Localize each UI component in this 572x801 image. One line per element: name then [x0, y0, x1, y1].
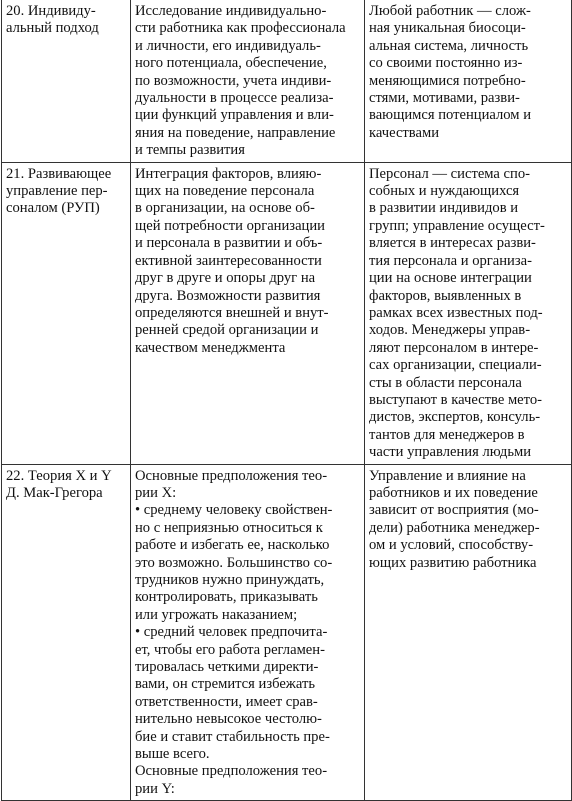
cell-line: и персонала в развитии и объ- — [135, 235, 323, 252]
cell-line: альный подход — [6, 20, 99, 37]
cell-line: ренней средой организации и — [135, 322, 319, 339]
cell-line: ющих развитию работника — [369, 554, 537, 571]
approach-description-cell — [131, 162, 365, 464]
cell-line: дуальности в процессе реализа- — [135, 90, 334, 107]
cell-line: Управление и влияние на — [369, 467, 526, 484]
cell-line: стями, мотивами, разви- — [369, 90, 520, 107]
cell-line: по возможности, учета индиви- — [135, 72, 332, 89]
cell-line: в организации, на основе об- — [135, 200, 315, 217]
cell-line: друг в друге и опоры друг на — [135, 270, 316, 287]
cell-line: ции функций управления и вли- — [135, 107, 334, 124]
cell-line: рамках всех известных под- — [369, 304, 543, 321]
cell-line: ного потенциала, обеспечение, — [135, 55, 327, 72]
cell-line: дистов, экспертов, консуль- — [369, 409, 541, 426]
cell-line: Интеграция факторов, влияю- — [135, 165, 322, 182]
cell-line: альная система, личность — [369, 37, 529, 54]
cell-line: и темпы развития — [135, 142, 245, 159]
cell-line: Основные предположения тео- — [135, 467, 328, 484]
cell-line: части управления людьми — [369, 444, 532, 461]
approach-name-cell — [2, 0, 131, 162]
cell-line: 22. Теория X и Y — [6, 467, 112, 484]
table-row — [2, 162, 572, 464]
cell-line: щей потребности организации — [135, 217, 325, 234]
cell-line: ом и условий, способству- — [369, 537, 534, 554]
cell-line: качествами — [369, 124, 440, 141]
cell-line: вами, он стремится избежать — [135, 676, 316, 693]
cell-line: ляют персоналом в интере- — [369, 339, 539, 356]
cell-line: друга. Возможности развития — [135, 287, 321, 304]
cell-line: работе и избегать ее, насколько — [135, 537, 330, 554]
cell-line: бие и ставит стабильность пре- — [135, 728, 330, 745]
cell-line: и личности, его индивидуаль- — [135, 37, 321, 54]
cell-line: ответственности, имеет срав- — [135, 693, 318, 710]
cell-line: меняющимися потребно- — [369, 72, 526, 89]
personnel-view-cell — [365, 464, 572, 801]
cell-line: вляется в интересах разви- — [369, 235, 536, 252]
cell-line: Любой работник — слож- — [369, 3, 531, 19]
table-row — [2, 0, 572, 162]
approach-description-cell — [131, 0, 365, 162]
cell-line: рии Y: — [135, 780, 175, 797]
cell-line: нительно невысокое честолю- — [135, 711, 322, 728]
cell-line: ходов. Менеджеры управ- — [369, 322, 531, 339]
cell-line: ективной заинтересованности — [135, 252, 322, 269]
cell-line: щих на поведение персонала — [135, 183, 315, 200]
approach-description-cell — [131, 464, 365, 801]
cell-line: но с неприязнью относиться к — [135, 519, 323, 536]
cell-line: яния на поведение, направление — [135, 124, 336, 141]
cell-line: или угрожать наказанием; — [135, 606, 298, 623]
cell-line: это возможно. Большинство со- — [135, 554, 333, 571]
cell-line: определяются внешней и внут- — [135, 304, 329, 321]
cell-line: соналом (РУП) — [6, 200, 100, 217]
cell-line: Основные предположения тео- — [135, 763, 328, 780]
cell-line: Исследование индивидуально- — [135, 3, 327, 19]
cell-line: сах организации, специали- — [369, 357, 542, 374]
personnel-view-cell — [365, 162, 572, 464]
cell-line: собных и нуждающихся — [369, 183, 520, 200]
cell-line: рии X: — [135, 484, 177, 501]
cell-line: зависит от восприятия (мо- — [369, 502, 539, 519]
cell-line: вающимся потенциалом и — [369, 107, 531, 124]
table-row — [2, 464, 572, 801]
cell-line: • среднему человеку свойствен- — [135, 502, 333, 519]
approaches-table — [1, 0, 572, 801]
cell-line: выше всего. — [135, 746, 210, 763]
cell-line: со своими постоянно из- — [369, 55, 523, 72]
cell-line: сти работника как профессионала — [135, 20, 346, 37]
cell-line: групп; управление осущест- — [369, 217, 545, 234]
cell-line: сты в области персонала — [369, 374, 522, 391]
cell-line: выступают в качестве мето- — [369, 391, 543, 408]
cell-line: качеством менеджмента — [135, 339, 286, 356]
cell-line: ная уникальная биосоци- — [369, 20, 526, 37]
cell-line: трудников нужно принуждать, — [135, 572, 325, 588]
personnel-view-cell — [365, 0, 572, 162]
cell-line: тантов для менеджеров в — [369, 426, 525, 443]
cell-line: управление пер- — [6, 183, 108, 200]
cell-line: дели) работника менеджер- — [369, 519, 540, 536]
cell-line: факторов, выявленных в — [369, 287, 522, 304]
cell-line: ет, чтобы его работа регламен- — [135, 641, 325, 658]
approach-name-cell — [2, 464, 131, 801]
cell-line: 20. Индивиду- — [6, 3, 96, 19]
cell-line: 21. Развивающее — [6, 165, 112, 182]
cell-line: ции на основе интеграции — [369, 270, 532, 287]
cell-line: работников и их поведение — [369, 484, 538, 501]
cell-line: Д. Мак-Грегора — [6, 484, 103, 501]
cell-line: контролировать, приказывать — [135, 589, 318, 606]
approach-name-cell — [2, 162, 131, 464]
cell-line: тировалась четкими директи- — [135, 659, 319, 676]
cell-line: тия персонала и организа- — [369, 252, 532, 269]
cell-line: в развитии индивидов и — [369, 200, 519, 217]
cell-line: • средний человек предпочита- — [135, 624, 328, 641]
cell-line: Персонал — система спо- — [369, 165, 531, 182]
